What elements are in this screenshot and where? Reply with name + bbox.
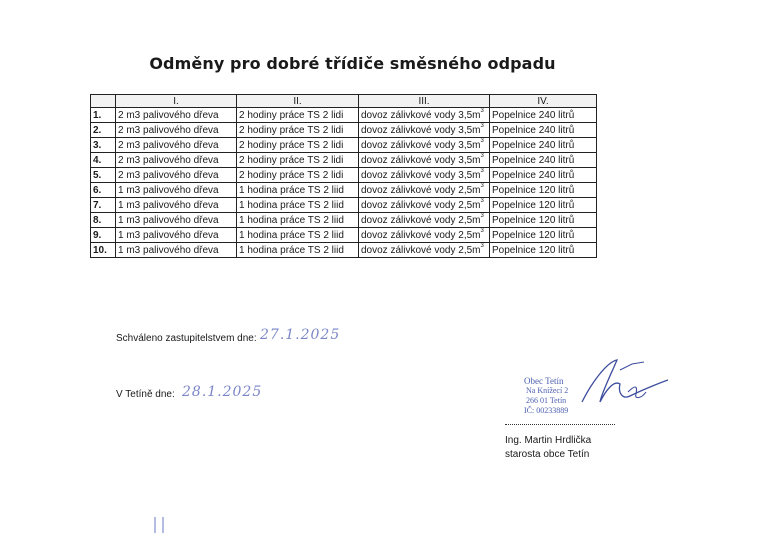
cell-firewood: 1 m3 palivového dřeva: [116, 243, 237, 258]
stamp-line-3: 266 01 Tetín: [526, 396, 567, 405]
cell-firewood: 1 m3 palivového dřeva: [116, 228, 237, 243]
cell-labour: 2 hodiny práce TS 2 lidi: [237, 138, 359, 153]
cell-water: [359, 198, 490, 213]
approval-date-handwritten: 27.1.2025: [260, 327, 341, 343]
cell-firewood: 2 m3 palivového dřeva: [116, 168, 237, 183]
cell-water: [359, 153, 490, 168]
cell-labour: 1 hodina práce TS 2 liid: [237, 228, 359, 243]
cell-labour: 1 hodina práce TS 2 liid: [237, 198, 359, 213]
cell-firewood: 1 m3 palivového dřeva: [116, 183, 237, 198]
cell-water: [359, 243, 490, 258]
approval-label: Schváleno zastupitelstvem dne:: [116, 333, 257, 344]
cell-water: [359, 108, 490, 123]
table-row: [91, 138, 597, 153]
cubic-superscript: 3: [480, 137, 484, 144]
signature-line: [505, 420, 615, 425]
signer-name: Ing. Martin Hrdlička: [505, 435, 592, 446]
cell-labour: 2 hodiny práce TS 2 lidi: [237, 108, 359, 123]
cubic-superscript: 3: [480, 242, 484, 249]
table-row: [91, 243, 597, 258]
water-amount-text: dovoz zálivkové vody 3,5m: [361, 154, 481, 166]
water-amount-text: dovoz zálivkové vody 3,5m: [361, 139, 481, 151]
row-number: 6.: [91, 183, 116, 198]
cubic-superscript: 3: [480, 212, 484, 219]
cell-bin: Popelnice 120 litrů: [490, 213, 597, 228]
water-amount-text: dovoz zálivkové vody 2,5m: [361, 199, 481, 211]
table-row: [91, 213, 597, 228]
table-row: [91, 108, 597, 123]
cell-firewood: 2 m3 palivového dřeva: [116, 138, 237, 153]
cell-water: [359, 183, 490, 198]
cubic-superscript: 3: [480, 227, 484, 234]
water-amount-text: dovoz zálivkové vody 3,5m: [361, 109, 481, 121]
cell-bin: Popelnice 240 litrů: [490, 108, 597, 123]
stamp-line-4: IČ: 00233889: [524, 406, 569, 415]
cell-bin: Popelnice 120 litrů: [490, 183, 597, 198]
signer-role: starosta obce Tetín: [505, 449, 590, 460]
cubic-superscript: 3: [480, 197, 484, 204]
cell-water: [359, 123, 490, 138]
table-row: [91, 123, 597, 138]
header-col-4: IV.: [490, 95, 597, 108]
row-number: 3.: [91, 138, 116, 153]
water-amount-text: dovoz zálivkové vody 2,5m: [361, 184, 481, 196]
table-row: [91, 153, 597, 168]
header-col-2: II.: [237, 95, 359, 108]
cell-labour: 2 hodiny práce TS 2 lidi: [237, 168, 359, 183]
margin-tick-mark: [150, 515, 170, 535]
water-amount-text: dovoz zálivkové vody 3,5m: [361, 124, 481, 136]
cell-bin: Popelnice 240 litrů: [490, 123, 597, 138]
cubic-superscript: 3: [480, 167, 484, 174]
cell-water: [359, 138, 490, 153]
cell-bin: Popelnice 240 litrů: [490, 138, 597, 153]
cell-water: [359, 213, 490, 228]
header-col-3: III.: [359, 95, 490, 108]
water-amount-text: dovoz zálivkové vody 3,5m: [361, 169, 481, 181]
cell-labour: 1 hodina práce TS 2 liid: [237, 213, 359, 228]
cell-labour: 1 hodina práce TS 2 liid: [237, 183, 359, 198]
document-title: Odměny pro dobré třídiče směsného odpadu: [149, 54, 556, 73]
row-number: 5.: [91, 168, 116, 183]
water-amount-text: dovoz zálivkové vody 2,5m: [361, 214, 481, 226]
cell-bin: Popelnice 120 litrů: [490, 198, 597, 213]
table-header-row: [91, 95, 597, 108]
header-empty: [91, 95, 116, 108]
water-amount-text: dovoz zálivkové vody 2,5m: [361, 244, 481, 256]
row-number: 9.: [91, 228, 116, 243]
cell-water: [359, 228, 490, 243]
row-number: 4.: [91, 153, 116, 168]
cell-labour: 1 hodina práce TS 2 liid: [237, 243, 359, 258]
row-number: 1.: [91, 108, 116, 123]
cell-bin: Popelnice 120 litrů: [490, 228, 597, 243]
cell-firewood: 2 m3 palivového dřeva: [116, 123, 237, 138]
cell-firewood: 1 m3 palivového dřeva: [116, 213, 237, 228]
place-date-handwritten: 28.1.2025: [182, 384, 263, 400]
cell-labour: 2 hodiny práce TS 2 lidi: [237, 123, 359, 138]
signature-mark: [572, 352, 682, 412]
stamp-line-2: Na Knížecí 2: [526, 386, 569, 395]
cell-firewood: 2 m3 palivového dřeva: [116, 153, 237, 168]
cell-water: [359, 168, 490, 183]
cell-firewood: 2 m3 palivového dřeva: [116, 108, 237, 123]
table-row: [91, 198, 597, 213]
cubic-superscript: 3: [480, 107, 484, 114]
row-number: 7.: [91, 198, 116, 213]
table-body: [91, 108, 597, 258]
table-row: [91, 168, 597, 183]
cubic-superscript: 3: [480, 152, 484, 159]
cell-bin: Popelnice 120 litrů: [490, 243, 597, 258]
cell-bin: Popelnice 240 litrů: [490, 168, 597, 183]
signer-block: [505, 434, 591, 462]
row-number: 2.: [91, 123, 116, 138]
table-row: [91, 228, 597, 243]
row-number: 10.: [91, 243, 116, 258]
cubic-superscript: 3: [480, 122, 484, 129]
row-number: 8.: [91, 213, 116, 228]
stamp-line-1: Obec Tetín: [524, 376, 564, 386]
table-row: [91, 183, 597, 198]
cubic-superscript: 3: [480, 182, 484, 189]
water-amount-text: dovoz zálivkové vody 2,5m: [361, 229, 481, 241]
header-col-1: I.: [116, 95, 237, 108]
cell-firewood: 1 m3 palivového dřeva: [116, 198, 237, 213]
place-label: V Tetíně dne:: [116, 389, 175, 400]
cell-bin: Popelnice 240 litrů: [490, 153, 597, 168]
cell-labour: 2 hodiny práce TS 2 lidi: [237, 153, 359, 168]
rewards-table: [90, 94, 597, 258]
